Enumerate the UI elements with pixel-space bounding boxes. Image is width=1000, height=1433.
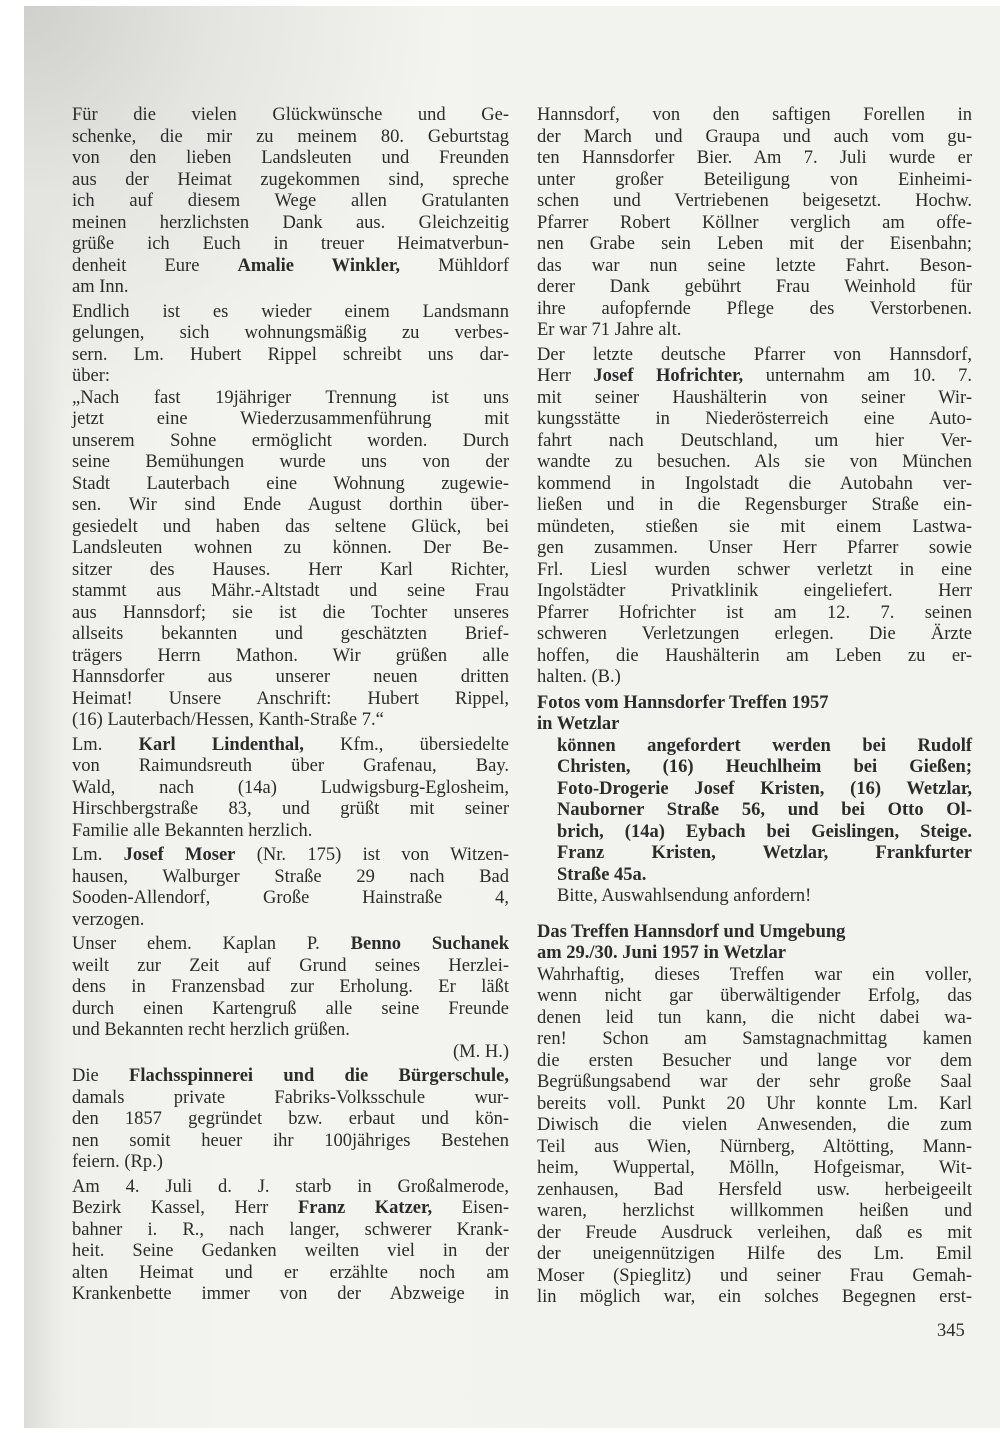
text-line: Fotos vom Hannsdorfer Treffen 1957 [537,692,829,713]
text-line: Landsleuten wohnen zu können. Der Be- [72,538,509,558]
text-line: das war nun seine letzte Fahrt. Beson- [537,255,972,276]
text-line: Foto-Drogerie Josef Kristen, (16) Wetzlar, [557,778,972,799]
text-line: Begrüßungsabend war der sehr große Saal [537,1072,972,1092]
bold-name: Flachsspinnerei und die Bürgerschule, [129,1066,509,1086]
text-run: Eisen- [432,1198,510,1218]
text-line: ich auf diesem Wege allen Gratulanten [72,191,509,211]
text-line: brich, (14a) Eybach bei Geislingen, Steige. [557,821,972,842]
article-paragraph [72,934,509,1042]
text-line: denen leid tun kann, die nicht dabei wa- [537,1007,972,1028]
text-line: Krankenbette immer von der Abzweige in [72,1284,509,1304]
notice-paragraph [537,736,972,887]
text-line: aus der Heimat zugekommen sind, spreche [72,169,509,190]
text-line: Frl. Liesl wurden schwer verletzt in eine [537,559,972,580]
text-line: seine Bemühungen wurde uns von der [72,452,509,472]
text-line: heim, Wuppertal, Mölln, Hofgeismar, Wit- [537,1158,972,1178]
text-line [72,735,509,757]
text-line: feiern. (Rp.) [72,1152,163,1172]
text-line: von den lieben Landsleuten und Freunden [72,148,509,168]
text-line [72,934,509,956]
section-heading [537,693,972,736]
text-line: Christen, (16) Heuchlheim bei Gießen; [557,757,972,777]
text-line: fahrt nach Deutschland, um hier Ver- [537,430,972,451]
text-line: Pfarrer Hofrichter ist am 12. 7. seinen [537,602,972,623]
text-line: Nauborner Straße 56, und bei Otto Ol- [557,800,972,820]
text-line: Stadt Lauterbach eine Wohnung zugewie- [72,473,509,494]
text-line: grüße ich Euch in treuer Heimatverbun- [72,234,509,254]
text-line: hausen, Walburger Straße 29 nach Bad [72,866,509,887]
text-line: lin möglich war, ein solches Begegnen erst- [537,1287,972,1307]
text-run: unternahm am 10. 7. [743,366,972,386]
text-line: der uneigennützigen Hilfe des Lm. Emil [537,1244,972,1264]
text-line: stammt aus Mähr.-Altstadt und seine Frau [72,581,509,601]
text-line: die ersten Besucher und lange vor dem [537,1050,972,1071]
text-line: trägers Herrn Mathon. Wir grüßen alle [72,645,509,666]
text-line: Teil aus Wien, Nürnberg, Altötting, Mann- [537,1136,972,1157]
text-line: der Freude Ausdruck verleihen, daß es mit [537,1222,972,1243]
text-line: ten Hannsdorfer Bier. Am 7. Juli wurde er [537,148,972,168]
text-line: Bitte, Auswahlsendung anfordern! [557,886,812,906]
text-run: (Nr. 175) ist von Witzen- [235,845,509,865]
bold-name: Franz Katzer, [297,1198,433,1218]
author-initials [72,1042,509,1064]
text-line: mündeten, stießen sie mit einem Lastwa- [537,516,972,537]
text-line: schenke, die mir zu meinem 80. Geburtstag [72,126,509,147]
article-paragraph [72,845,509,931]
text-line: kungsstätte in Niederösterreich eine Auto- [537,409,972,429]
text-line: allseits bekannten und geschätzten Brief- [72,624,509,644]
text-line: aus Hannsdorf; sie ist die Tochter unseres [72,602,509,623]
text-line: (M. H.) [452,1041,509,1062]
text-line: schen und Vertriebenen beigesetzt. Hochw. [537,191,972,211]
text-line: Das Treffen Hannsdorf und Umgebung [537,921,846,942]
text-line: bahner i. R., nach langer, schwerer Krank- [72,1219,509,1240]
text-run: Mühldorf [400,255,509,276]
text-line: Hannsdorf, von den saftigen Forellen in [537,105,972,125]
text-line: über: [72,366,111,386]
text-line: durch einen Kartengruß alle seine Freunde [72,998,509,1019]
text-run: Lm. [72,845,124,865]
text-line: Wahrhaftig, dieses Treffen war ein voller, [537,964,972,985]
article-paragraph [537,105,972,342]
text-line: Der letzte deutsche Pfarrer von Hannsdorf, [537,344,972,365]
article-paragraph [72,1177,509,1306]
article-paragraph [72,1066,509,1174]
text-line: am Inn. [72,277,129,297]
text-line: alten Heimat und er erzählte noch am [72,1262,509,1283]
text-line: zenhausen, Bad Hersfeld usw. herbeigeeilt [537,1179,972,1200]
text-line: sern. Lm. Hubert Rippel schreibt uns dar- [72,344,509,365]
text-line: wandte zu besuchen. Als sie von München [537,452,972,472]
text-line [72,1066,509,1088]
text-line: „Nach fast 19jähriger Trennung ist uns [72,387,509,408]
text-line: verzogen. [72,909,145,930]
text-line: kommend in Ingolstadt die Autobahn ver- [537,473,972,494]
page-number: 345 [937,1321,965,1341]
text-line: unserem Sohne ermöglicht worden. Durch [72,430,509,451]
text-line: sitzer des Hauses. Herr Karl Richter, [72,559,509,580]
text-line: Ingolstädter Privatklinik eingeliefert. Herr [537,581,972,601]
article-paragraph [537,345,972,689]
text-line: Franz Kristen, Wetzlar, Frankfurter [557,843,972,863]
text-line: Heimat! Unsere Anschrift: Hubert Rippel, [72,688,509,709]
text-line: Pfarrer Robert Köllner verglich am offe- [537,212,972,233]
text-line [537,366,972,388]
text-line: meinen herzlichsten Dank aus. Gleichzeitig [72,212,509,233]
text-line [72,1198,509,1220]
text-line: Endlich ist es wieder einem Landsmann [72,301,509,322]
text-line: Hannsdorfer aus unserer neuen dritten [72,667,509,687]
text-line: halten. (B.) [537,667,621,687]
text-line: Straße 45a. [557,864,647,885]
text-line: jetzt eine Wiederzusammenführung mit [72,409,509,429]
text-run: Unser ehem. Kaplan P. [72,934,351,954]
text-run: Lm. [72,734,139,755]
text-line [72,256,509,278]
text-run: Herr [537,366,594,386]
text-line: ihre aufopfernde Pflege des Verstorbenen. [537,298,972,319]
article-paragraph [72,735,509,843]
text-line: nen somit heuer ihr 100jähriges Bestehen [72,1130,509,1151]
text-line: unter großer Beteiligung von Einheimi- [537,169,972,190]
article-paragraph [72,302,509,388]
text-line: Am 4. Juli d. J. starb in Großalmerode, [72,1176,509,1197]
text-line: gesiedelt und haben das seltene Glück, bei [72,516,509,537]
text-line: dens in Franzensbad zur Erholung. Er läßt [72,977,509,997]
text-line: Hirschbergstraße 83, und grüßt mit seiner [72,799,509,819]
text-line: nen Grabe sein Leben mit der Eisenbahn; [537,234,972,254]
text-line: derer Dank gebührt Frau Weinhold für [537,277,972,297]
text-line: bereits voll. Punkt 20 Uhr konnte Lm. Karl [537,1093,972,1114]
bold-name: Josef Hofrichter, [593,366,744,386]
text-line: Moser (Spieglitz) und seiner Frau Gemah- [537,1265,972,1286]
bold-name: Amalie Winkler, [237,255,401,276]
text-line: damals private Fabriks-Volksschule wur- [72,1087,509,1108]
text-line: Diwisch die vielen Anwesenden, die zum [537,1115,972,1135]
article-paragraph [72,105,509,299]
text-line: Familie alle Bekannten herzlich. [72,820,313,841]
bold-name: Josef Moser [123,845,236,865]
text-line: können angefordert werden bei Rudolf [557,735,972,756]
bold-name: Karl Lindenthal, [138,734,304,755]
text-line [72,845,509,867]
text-line: sen. Wir sind Ende August dorthin über- [72,495,509,515]
text-line: mit seiner Haushälterin von seiner Wir- [537,387,972,408]
text-line: ließen und in die Regensburger Straße ein- [537,495,972,515]
text-line: (16) Lauterbach/Hessen, Kanth-Straße 7.“ [72,710,384,730]
notice-note [537,886,972,908]
text-run: denheit Eure [72,255,238,276]
text-line: schweren Verletzungen erlegen. Die Ärzte [537,624,972,644]
scan-margin [0,0,24,1433]
text-line: den 1857 gegründet bzw. erbaut und kön- [72,1109,509,1129]
text-line: wenn nicht gar überwältigender Erfolg, das [537,986,972,1006]
text-line: am 29./30. Juni 1957 in Wetzlar [537,943,786,963]
text-line: gelungen, sich wohnungsmäßig zu verbes- [72,323,509,343]
text-line: in Wetzlar [537,714,620,734]
scanned-page [24,6,1000,1428]
text-line: hoffen, die Haushälterin am Leben zu er- [537,645,972,666]
section-heading [537,922,972,965]
bold-name: Benno Suchanek [350,934,510,954]
article-paragraph [72,388,509,732]
text-run: Die [72,1066,130,1086]
article-paragraph [537,965,972,1309]
text-line: Für die vielen Glückwünsche und Ge- [72,105,509,125]
text-line: Er war 71 Jahre alt. [537,320,682,340]
text-line: heit. Seine Gedanken weilten viel in der [72,1241,509,1261]
left-column [72,105,509,1309]
right-column [537,105,972,1312]
text-run: Kfm., übersiedelte [303,734,509,755]
text-line: waren, herzlichst willkommen heißen und [537,1201,972,1221]
text-line: von Raimundsreuth über Grafenau, Bay. [72,756,509,776]
text-line: Wald, nach (14a) Ludwigsburg-Eglosheim, [72,777,509,798]
text-line: und Bekannten recht herzlich grüßen. [72,1020,350,1040]
text-line: weilt zur Zeit auf Grund seines Herzlei- [72,955,509,976]
text-line: ren! Schon am Samstagnachmittag kamen [537,1029,972,1049]
text-line: Sooden-Allendorf, Große Hainstraße 4, [72,888,509,908]
text-line: der March und Graupa und auch vom gu- [537,126,972,147]
text-run: Bezirk Kassel, Herr [72,1198,298,1218]
text-line: gen zusammen. Unser Herr Pfarrer sowie [537,538,972,558]
